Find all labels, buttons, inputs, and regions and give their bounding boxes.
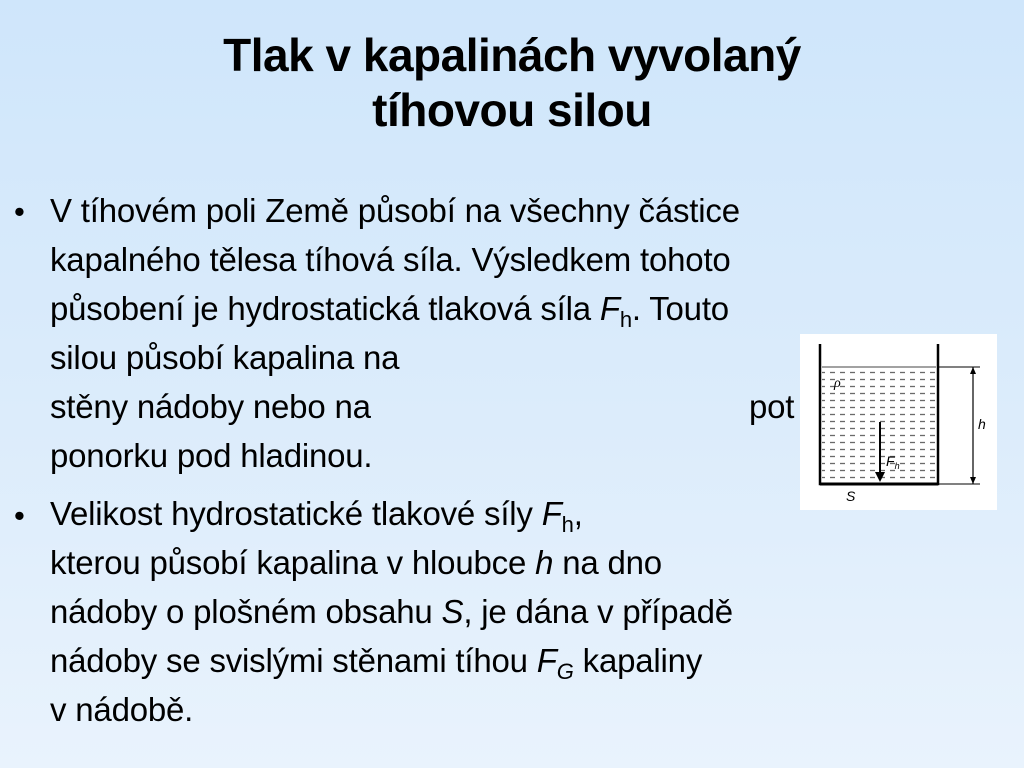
- bullet2-line2: [50, 546, 662, 579]
- dimension-arrow-bottom: [970, 477, 976, 484]
- bullet-marker: •: [14, 498, 25, 533]
- bullet1-line3-text: působení je hydrostatická tlaková síla: [50, 290, 600, 327]
- bullet2-line4-end: kapaliny: [573, 642, 703, 679]
- weight-subscript: G: [556, 659, 574, 684]
- title-line-1: Tlak v kapalinách vyvolaný: [223, 29, 801, 81]
- bullet2-line1-end: ,: [573, 495, 583, 532]
- bullet2-line3-text: nádoby o plošném obsahu: [50, 593, 442, 630]
- bullet1-line3: [50, 290, 729, 332]
- force-symbol: F: [541, 495, 562, 532]
- bullet2-line4-text: nádoby se svislými stěnami tíhou: [50, 642, 537, 679]
- force-subscript: h: [561, 512, 574, 537]
- bullet1-line5-clipped: pot: [749, 388, 795, 425]
- bullet2-line3-end: , je dána v případě: [463, 593, 733, 630]
- area-symbol: S: [441, 593, 464, 630]
- bullet1-line3-end: . Touto: [631, 290, 729, 327]
- bullet2-line1-text: Velikost hydrostatické tlakové síly: [50, 495, 542, 532]
- bullet1-line5: [50, 390, 371, 423]
- weight-symbol: F: [536, 642, 557, 679]
- dimension-arrow-top: [970, 367, 976, 374]
- bullet2-line3: [50, 595, 733, 628]
- bullet2-line5: v nádobě.: [50, 691, 194, 728]
- container-diagram-svg: [800, 334, 997, 510]
- bullet2-line2-text: kterou působí kapalina v hloubce: [50, 544, 536, 581]
- bullet2-line1: [50, 495, 583, 537]
- area-label: S: [846, 488, 856, 504]
- bullet2-line2-end: na dno: [553, 544, 662, 581]
- title-line-2: tíhovou silou: [372, 84, 652, 136]
- bullet-marker: •: [14, 194, 25, 229]
- bullet1-line4: silou působí kapalina na: [50, 339, 400, 376]
- force-label-sub: h: [894, 461, 900, 471]
- depth-symbol: h: [535, 544, 554, 581]
- bullet1-line5-text: stěny nádoby nebo na: [50, 388, 371, 425]
- force-subscript: h: [619, 307, 632, 332]
- bullet1-line2: kapalného tělesa tíhová síla. Výsledkem tohoto: [50, 241, 731, 278]
- force-label-letter: F: [886, 453, 895, 469]
- dimension-h-label: h: [978, 416, 986, 432]
- density-label: ρ: [834, 376, 841, 391]
- bullet2-line4: [50, 642, 703, 684]
- bullet1-line1: V tíhovém poli Země působí na všechny částice: [50, 192, 740, 229]
- bullet1-line6: ponorku pod hladinou.: [50, 437, 373, 474]
- force-symbol: F: [599, 290, 620, 327]
- container-diagram: [800, 334, 997, 510]
